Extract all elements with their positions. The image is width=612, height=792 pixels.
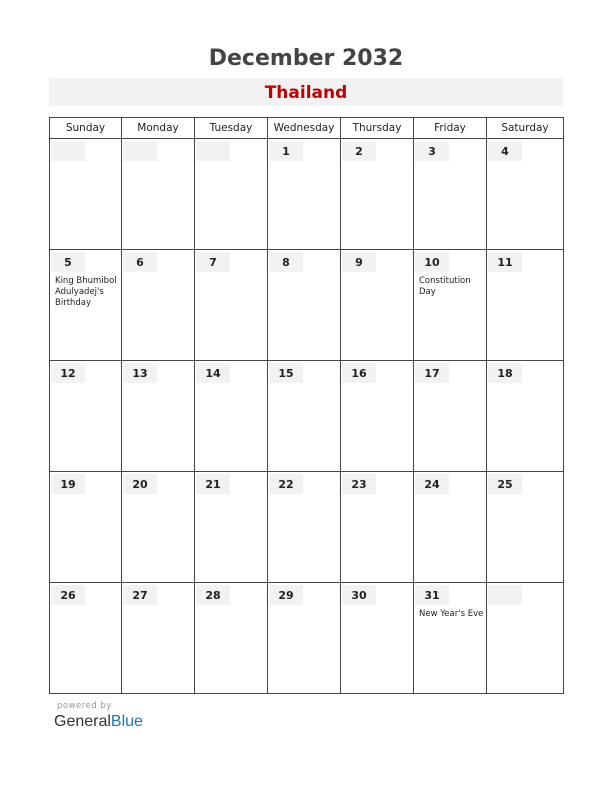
day-number: 11 [488, 252, 522, 272]
day-number: 20 [123, 474, 157, 494]
day-number: 13 [123, 363, 157, 383]
day-cell [50, 361, 122, 472]
day-cell [50, 583, 122, 694]
day-cell [341, 472, 414, 583]
day-number: 30 [342, 585, 376, 605]
day-cell [487, 139, 564, 250]
day-number: 14 [196, 363, 230, 383]
holiday-label: Constitution Day [419, 276, 471, 297]
day-number: 9 [342, 252, 376, 272]
day-number [196, 141, 230, 161]
day-cell [122, 583, 195, 694]
day-number: 23 [342, 474, 376, 494]
day-number: 18 [488, 363, 522, 383]
day-number: 12 [51, 363, 85, 383]
day-number: 28 [196, 585, 230, 605]
day-number: 26 [51, 585, 85, 605]
weekday-monday: Monday [122, 118, 195, 139]
day-number: 22 [269, 474, 303, 494]
day-cell [414, 361, 487, 472]
day-number: 1 [269, 141, 303, 161]
day-cell [122, 361, 195, 472]
day-number: 27 [123, 585, 157, 605]
weekday-header-row [50, 118, 564, 139]
week-row [50, 472, 564, 583]
day-cell [122, 472, 195, 583]
day-number [488, 585, 522, 605]
day-cell [268, 361, 341, 472]
day-cell [341, 583, 414, 694]
day-number: 17 [415, 363, 449, 383]
day-cell [50, 472, 122, 583]
week-row [50, 139, 564, 250]
day-number: 7 [196, 252, 230, 272]
calendar-title: December 2032 [208, 46, 404, 71]
day-cell [341, 139, 414, 250]
empty-day-cell [50, 139, 122, 250]
weekday-wednesday: Wednesday [268, 118, 341, 139]
day-cell [195, 472, 268, 583]
day-number: 21 [196, 474, 230, 494]
holiday-label: New Year's Eve [419, 609, 484, 619]
day-number: 19 [51, 474, 85, 494]
weekday-sunday: Sunday [50, 118, 122, 139]
day-number: 5 [51, 252, 85, 272]
day-cell [268, 583, 341, 694]
empty-day-cell [487, 583, 564, 694]
week-row [50, 250, 564, 361]
day-cell [341, 250, 414, 361]
day-cell [195, 583, 268, 694]
day-cell [487, 472, 564, 583]
holiday-label: King Bhumibol Adulyadej's Birthday [55, 276, 117, 308]
generalblue-logo[interactable] [54, 713, 143, 731]
calendar-body [50, 139, 564, 694]
day-cell [414, 250, 487, 361]
day-number: 2 [342, 141, 376, 161]
day-cell [122, 250, 195, 361]
country-name: Thailand [264, 83, 348, 103]
day-number: 8 [269, 252, 303, 272]
day-cell [268, 472, 341, 583]
day-cell [487, 361, 564, 472]
day-cell [195, 361, 268, 472]
day-cell [487, 250, 564, 361]
day-cell [268, 139, 341, 250]
day-number: 10 [415, 252, 449, 272]
day-number: 4 [488, 141, 522, 161]
week-row [50, 583, 564, 694]
day-number: 15 [269, 363, 303, 383]
day-cell [50, 250, 122, 361]
day-number: 16 [342, 363, 376, 383]
calendar-grid [49, 117, 564, 694]
weekday-saturday: Saturday [487, 118, 564, 139]
day-number [123, 141, 157, 161]
weekday-friday: Friday [414, 118, 487, 139]
weekday-thursday: Thursday [341, 118, 414, 139]
brand-blue: Blue [110, 713, 143, 730]
day-number [51, 141, 85, 161]
day-number: 24 [415, 474, 449, 494]
day-number: 31 [415, 585, 449, 605]
day-number: 6 [123, 252, 157, 272]
week-row [50, 361, 564, 472]
day-cell [268, 250, 341, 361]
day-cell [414, 583, 487, 694]
day-number: 25 [488, 474, 522, 494]
day-cell [195, 250, 268, 361]
empty-day-cell [195, 139, 268, 250]
weekday-tuesday: Tuesday [195, 118, 268, 139]
day-cell [414, 139, 487, 250]
day-cell [341, 361, 414, 472]
country-banner [49, 78, 563, 106]
empty-day-cell [122, 139, 195, 250]
powered-by-label: powered by [57, 701, 112, 711]
day-number: 29 [269, 585, 303, 605]
day-number: 3 [415, 141, 449, 161]
brand-general: General [54, 713, 111, 730]
day-cell [414, 472, 487, 583]
